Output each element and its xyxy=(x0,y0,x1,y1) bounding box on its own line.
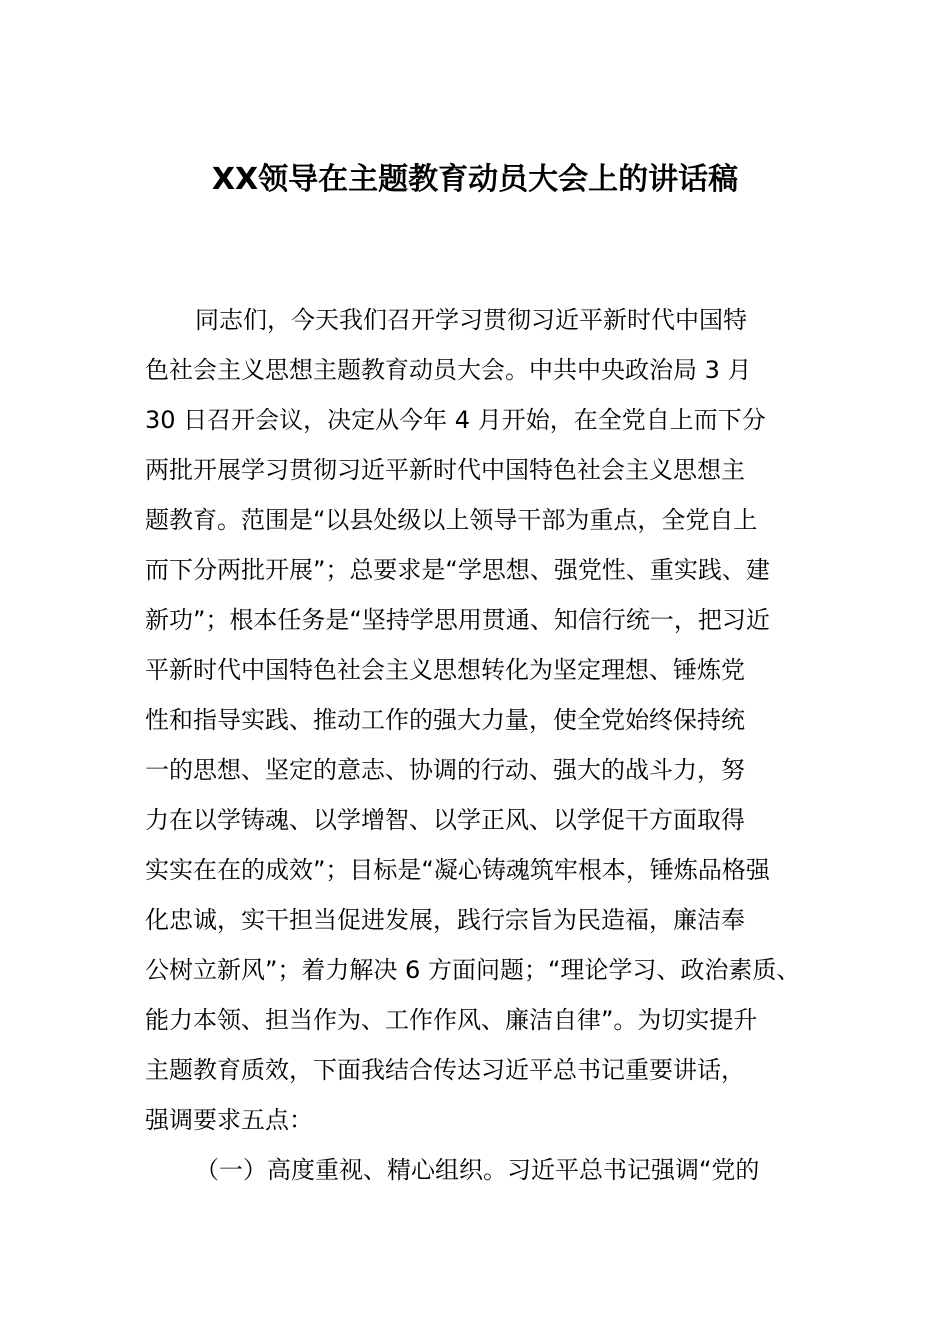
document-body xyxy=(145,295,815,1195)
paragraph-line: 同志们，今天我们召开学习贯彻习近平新时代中国特 xyxy=(195,306,747,334)
paragraph-line: 平新时代中国特色社会主义思想转化为坚定理想、锤炼党 xyxy=(145,656,745,684)
paragraph-line: 题教育。范围是“以县处级以上领导干部为重点，全党自上 xyxy=(145,506,758,534)
paragraph-line: 新功”；根本任务是“坚持学思用贯通、知信行统一，把习近 xyxy=(145,606,770,634)
paragraph-line: 而下分两批开展”；总要求是“学思想、强党性、重实践、建 xyxy=(145,556,770,584)
section-heading-line: （一）高度重视、精心组织。习近平总书记强调“党的 xyxy=(195,1156,760,1184)
paragraph-line: 一的思想、坚定的意志、协调的行动、强大的战斗力，努 xyxy=(145,756,745,784)
paragraph-line: 力在以学铸魂、以学增智、以学正风、以学促干方面取得 xyxy=(145,806,745,834)
paragraph-line: 化忠诚，实干担当促进发展，践行宗旨为民造福，廉洁奉 xyxy=(145,906,745,934)
paragraph-line: 性和指导实践、推动工作的强大力量，使全党始终保持统 xyxy=(145,706,745,734)
paragraph-line: 实实在在的成效”；目标是“凝心铸魂筑牢根本，锤炼品格强 xyxy=(145,856,770,884)
paragraph-line: 主题教育质效，下面我结合传达习近平总书记重要讲话， xyxy=(145,1056,745,1084)
paragraph-line: 能力本领、担当作为、工作作风、廉洁自律”。为切实提升 xyxy=(145,1006,758,1034)
paragraph-line: 公树立新风”；着力解决 6 方面问题；“理论学习、政治素质、 xyxy=(145,956,801,984)
paragraph-line: 强调要求五点： xyxy=(145,1106,313,1134)
paragraph-line: 30 日召开会议，决定从今年 4 月开始，在全党自上而下分 xyxy=(145,406,766,434)
document-title: XX领导在主题教育动员大会上的讲话稿 xyxy=(211,162,739,197)
paragraph-line: 色社会主义思想主题教育动员大会。中共中央政治局 3 月 xyxy=(145,356,752,384)
paragraph-line: 两批开展学习贯彻习近平新时代中国特色社会主义思想主 xyxy=(145,456,745,484)
